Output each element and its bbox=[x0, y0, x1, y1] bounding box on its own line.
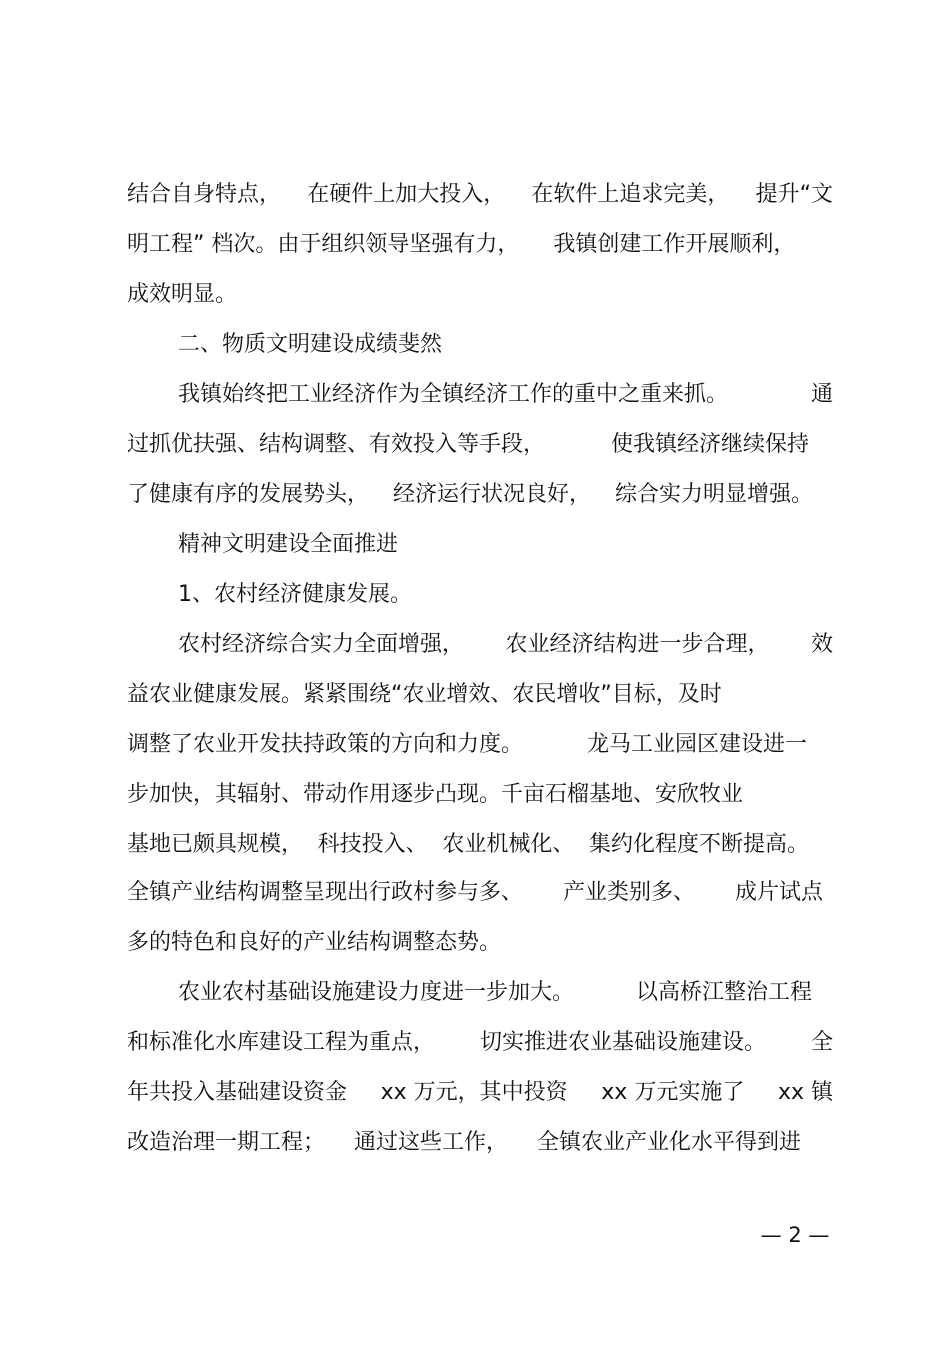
text-segment: 农业经济结构进一步合理， bbox=[505, 632, 770, 657]
text-line-2 bbox=[127, 220, 833, 270]
subsection-heading-1 bbox=[178, 570, 833, 620]
text-segment: 切实推进农业基础设施建设。 bbox=[479, 1030, 766, 1055]
text-segment: xx 万元，其中投资 bbox=[380, 1080, 568, 1105]
text-segment: 调整了农业开发扶持政策的方向和力度。 bbox=[127, 732, 524, 757]
text-line-10 bbox=[178, 620, 833, 670]
text-segment: 基地已颇具规模， bbox=[127, 832, 304, 857]
text-line-17 bbox=[178, 968, 812, 1018]
text-line-12 bbox=[127, 720, 807, 770]
text-line-6 bbox=[127, 420, 809, 470]
heading-text: 精神文明建设全面推进 bbox=[178, 532, 399, 557]
text-segment: 过抓优扶强、结构调整、有效投入等手段， bbox=[127, 432, 546, 457]
text-segment: 明工程” 档次。由于组织领导坚强有力， bbox=[127, 232, 520, 257]
text-segment: 通 bbox=[810, 382, 833, 407]
text-segment: 农村经济综合实力全面增强， bbox=[178, 632, 465, 657]
text-segment: xx 万元实施了 bbox=[601, 1080, 745, 1105]
text-line-20 bbox=[127, 1118, 801, 1168]
text-segment: 以高桥江整治工程 bbox=[635, 980, 812, 1005]
text-segment: 提升“文 bbox=[755, 182, 833, 207]
text-segment: 经济运行状况良好， bbox=[392, 482, 591, 507]
text-segment: xx 镇 bbox=[777, 1080, 833, 1105]
text-segment: 农业农村基础设施建设力度进一步加大。 bbox=[178, 980, 575, 1005]
text-segment: 使我镇经济继续保持 bbox=[610, 432, 809, 457]
text-line-15 bbox=[127, 868, 823, 918]
text-segment: 效 bbox=[810, 632, 833, 657]
text-segment: 我镇始终把工业经济作为全镇经济工作的重中之重来抓。 bbox=[178, 382, 729, 407]
text-line-14 bbox=[127, 820, 809, 870]
text-segment: 和标准化水库建设工程为重点， bbox=[127, 1030, 436, 1055]
text-segment: 成片试点 bbox=[734, 880, 823, 905]
text-segment: 了健康有序的发展势头， bbox=[127, 482, 370, 507]
page-number: — 2 — bbox=[760, 1223, 830, 1247]
text-segment: 农业机械化、 bbox=[442, 832, 575, 857]
text-line-13 bbox=[127, 770, 833, 820]
heading-text: 二、物质文明建设成绩斐然 bbox=[178, 332, 443, 357]
text-segment: 益农业健康发展。紧紧围绕“农业增效、农民增收”目标，及时 bbox=[127, 682, 722, 707]
text-line-1 bbox=[127, 170, 833, 220]
heading-text: 1、农村经济健康发展。 bbox=[178, 582, 412, 607]
text-segment: 科技投入、 bbox=[317, 832, 428, 857]
text-segment: 多的特色和良好的产业结构调整态势。 bbox=[127, 930, 502, 955]
section-heading-material bbox=[178, 320, 833, 370]
text-line-11 bbox=[127, 670, 833, 720]
text-segment: 通过这些工作， bbox=[353, 1130, 508, 1155]
text-segment: 集约化程度不断提高。 bbox=[588, 832, 809, 857]
text-line-16 bbox=[127, 918, 833, 968]
text-line-7 bbox=[127, 470, 813, 520]
text-segment: 全 bbox=[810, 1030, 833, 1055]
section-heading-spiritual bbox=[178, 520, 833, 570]
text-line-5 bbox=[178, 370, 833, 420]
text-segment: 成效明显。 bbox=[127, 282, 238, 307]
text-segment: 在硬件上加大投入， bbox=[307, 182, 506, 207]
text-segment: 产业类别多、 bbox=[562, 880, 695, 905]
text-segment: 全镇产业结构调整呈现出行政村参与多、 bbox=[127, 880, 524, 905]
text-segment: 结合自身特点， bbox=[127, 182, 282, 207]
text-segment: 年共投入基础建设资金 bbox=[127, 1080, 348, 1105]
text-segment: 全镇农业产业化水平得到进 bbox=[536, 1130, 801, 1155]
text-line-3 bbox=[127, 270, 833, 320]
text-segment: 步加快，其辐射、带动作用逐步凸现。千亩石榴基地、安欣牧业 bbox=[127, 782, 744, 807]
text-line-19 bbox=[127, 1068, 833, 1118]
text-segment: 改造治理一期工程； bbox=[127, 1130, 326, 1155]
text-line-18 bbox=[127, 1018, 833, 1068]
text-segment: 综合实力明显增强。 bbox=[614, 482, 813, 507]
text-segment: 龙马工业园区建设进一 bbox=[586, 732, 807, 757]
text-segment: 我镇创建工作开展顺利， bbox=[553, 232, 796, 257]
text-segment: 在软件上追求完美， bbox=[531, 182, 730, 207]
